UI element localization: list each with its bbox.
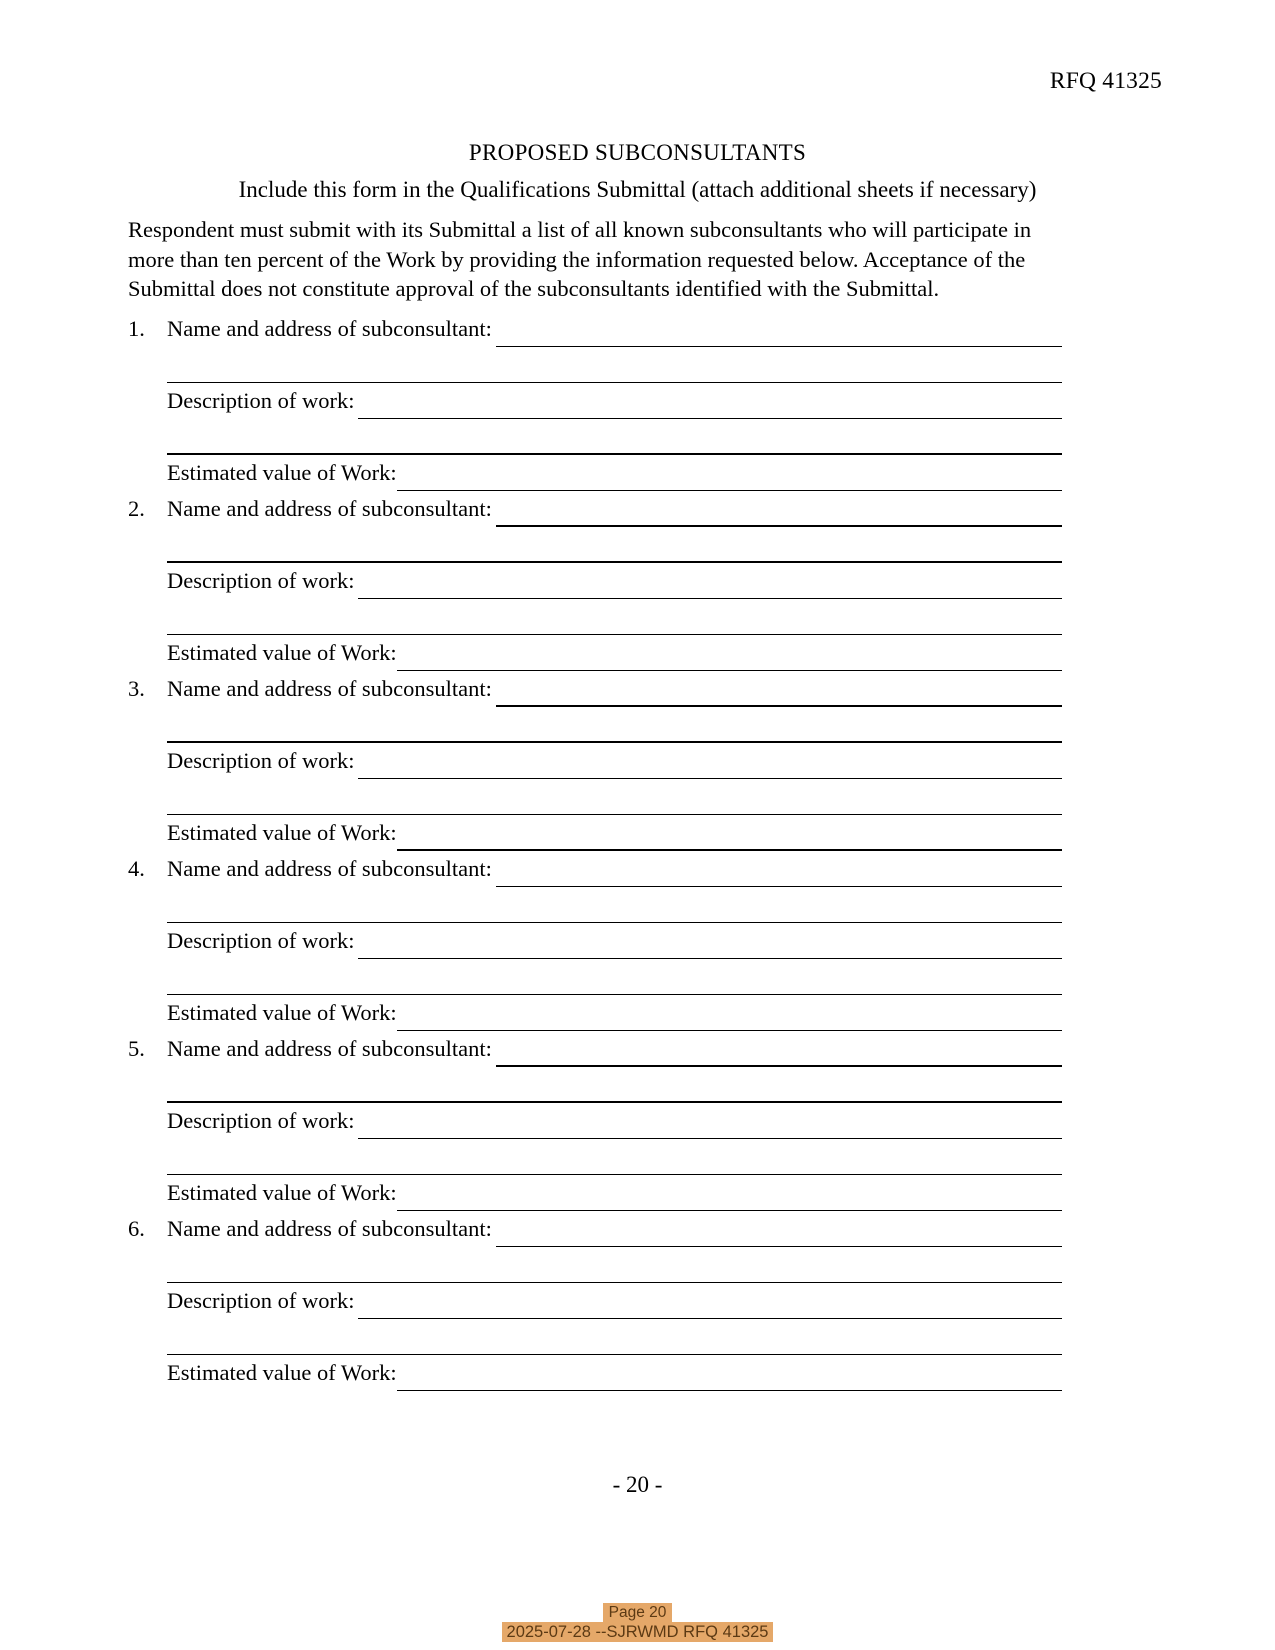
description-input-line[interactable] bbox=[358, 929, 1062, 959]
description-continuation-row bbox=[128, 959, 1062, 995]
document-header-rfq-number: RFQ 41325 bbox=[1049, 68, 1162, 94]
name-address-continuation-row bbox=[128, 707, 1062, 743]
description-continuation-row bbox=[128, 599, 1062, 635]
description-input-line[interactable] bbox=[358, 1109, 1062, 1139]
description-input-line[interactable] bbox=[358, 1289, 1062, 1319]
estimated-value-label: Estimated value of Work: bbox=[167, 460, 397, 485]
subconsultant-entry bbox=[128, 311, 1062, 491]
name-address-input-line-2[interactable] bbox=[167, 713, 1062, 743]
item-number: 4. bbox=[128, 856, 145, 881]
description-input-line-2[interactable] bbox=[167, 1146, 1062, 1175]
name-address-input-line-2[interactable] bbox=[167, 1073, 1062, 1103]
description-input-line-2[interactable] bbox=[167, 425, 1062, 455]
name-address-input-line-2[interactable] bbox=[167, 894, 1062, 923]
description-input-line[interactable] bbox=[358, 749, 1062, 779]
description-input-line-2[interactable] bbox=[167, 966, 1062, 995]
description-continuation-row bbox=[128, 419, 1062, 455]
name-address-continuation-row bbox=[128, 527, 1062, 563]
name-address-input-line-2[interactable] bbox=[167, 354, 1062, 383]
description-label: Description of work: bbox=[167, 1108, 355, 1133]
name-address-label: Name and address of subconsultant: bbox=[167, 1036, 492, 1061]
page-subtitle: Include this form in the Qualifications Submittal (attach additional sheets if necessary) bbox=[238, 177, 1037, 202]
name-address-input-line[interactable] bbox=[496, 496, 1062, 527]
description-input-line[interactable] bbox=[358, 389, 1062, 419]
intro-paragraph: Respondent must submit with its Submittal a list of all known subconsultants who will participate in more than ten percent of the Work by providing the information requested below. Acceptance of the Submittal does not constitute approval of the subconsultants identified with the Submittal. bbox=[128, 217, 1032, 301]
description-label: Description of work: bbox=[167, 568, 355, 593]
estimated-value-label: Estimated value of Work: bbox=[167, 640, 397, 665]
bates-stamp-page: Page 20 bbox=[603, 1603, 673, 1622]
name-address-input-line-2[interactable] bbox=[167, 533, 1062, 563]
description-input-line-2[interactable] bbox=[167, 1326, 1062, 1355]
name-address-label: Name and address of subconsultant: bbox=[167, 496, 492, 521]
estimated-value-label: Estimated value of Work: bbox=[167, 820, 397, 845]
page-title: PROPOSED SUBCONSULTANTS bbox=[468, 140, 807, 165]
name-address-input-line[interactable] bbox=[496, 857, 1062, 887]
subconsultant-list bbox=[128, 311, 1062, 1391]
name-address-label: Name and address of subconsultant: bbox=[167, 1216, 492, 1241]
subconsultant-entry bbox=[128, 851, 1062, 1031]
name-address-input-line[interactable] bbox=[496, 317, 1062, 347]
subconsultant-entry bbox=[128, 491, 1062, 671]
name-address-label: Name and address of subconsultant: bbox=[167, 316, 492, 341]
item-number: 2. bbox=[128, 496, 145, 521]
description-label: Description of work: bbox=[167, 928, 355, 953]
item-number: 6. bbox=[128, 1216, 145, 1241]
name-address-continuation-row bbox=[128, 887, 1062, 923]
estimated-value-input-line[interactable] bbox=[397, 820, 1062, 851]
name-address-input-line[interactable] bbox=[496, 676, 1062, 707]
subconsultant-entry bbox=[128, 1211, 1062, 1391]
name-address-label: Name and address of subconsultant: bbox=[167, 856, 492, 881]
bates-stamp-reference: 2025-07-28 --SJRWMD RFQ 41325 bbox=[502, 1622, 774, 1642]
subconsultant-entry bbox=[128, 1031, 1062, 1211]
estimated-value-label: Estimated value of Work: bbox=[167, 1180, 397, 1205]
name-address-input-line[interactable] bbox=[496, 1217, 1062, 1247]
name-address-continuation-row bbox=[128, 347, 1062, 383]
estimated-value-label: Estimated value of Work: bbox=[167, 1360, 397, 1385]
description-input-line-2[interactable] bbox=[167, 606, 1062, 635]
estimated-value-input-line[interactable] bbox=[397, 1001, 1062, 1031]
name-address-continuation-row bbox=[128, 1247, 1062, 1283]
description-label: Description of work: bbox=[167, 388, 355, 413]
estimated-value-input-line[interactable] bbox=[397, 1361, 1062, 1391]
description-continuation-row bbox=[128, 779, 1062, 815]
estimated-value-input-line[interactable] bbox=[397, 1181, 1062, 1211]
description-input-line-2[interactable] bbox=[167, 786, 1062, 815]
subconsultant-entry bbox=[128, 671, 1062, 851]
name-address-input-line[interactable] bbox=[496, 1036, 1062, 1067]
description-label: Description of work: bbox=[167, 748, 355, 773]
name-address-input-line-2[interactable] bbox=[167, 1254, 1062, 1283]
name-address-label: Name and address of subconsultant: bbox=[167, 676, 492, 701]
bates-stamp bbox=[0, 1603, 1275, 1642]
estimated-value-label: Estimated value of Work: bbox=[167, 1000, 397, 1025]
description-continuation-row bbox=[128, 1319, 1062, 1355]
item-number: 5. bbox=[128, 1036, 145, 1061]
item-number: 1. bbox=[128, 316, 145, 341]
description-continuation-row bbox=[128, 1139, 1062, 1175]
estimated-value-input-line[interactable] bbox=[397, 641, 1062, 671]
description-input-line[interactable] bbox=[358, 569, 1062, 599]
page-number-footer: - 20 - bbox=[612, 1472, 663, 1497]
item-number: 3. bbox=[128, 676, 145, 701]
name-address-continuation-row bbox=[128, 1067, 1062, 1103]
description-label: Description of work: bbox=[167, 1288, 355, 1313]
estimated-value-input-line[interactable] bbox=[397, 461, 1062, 491]
